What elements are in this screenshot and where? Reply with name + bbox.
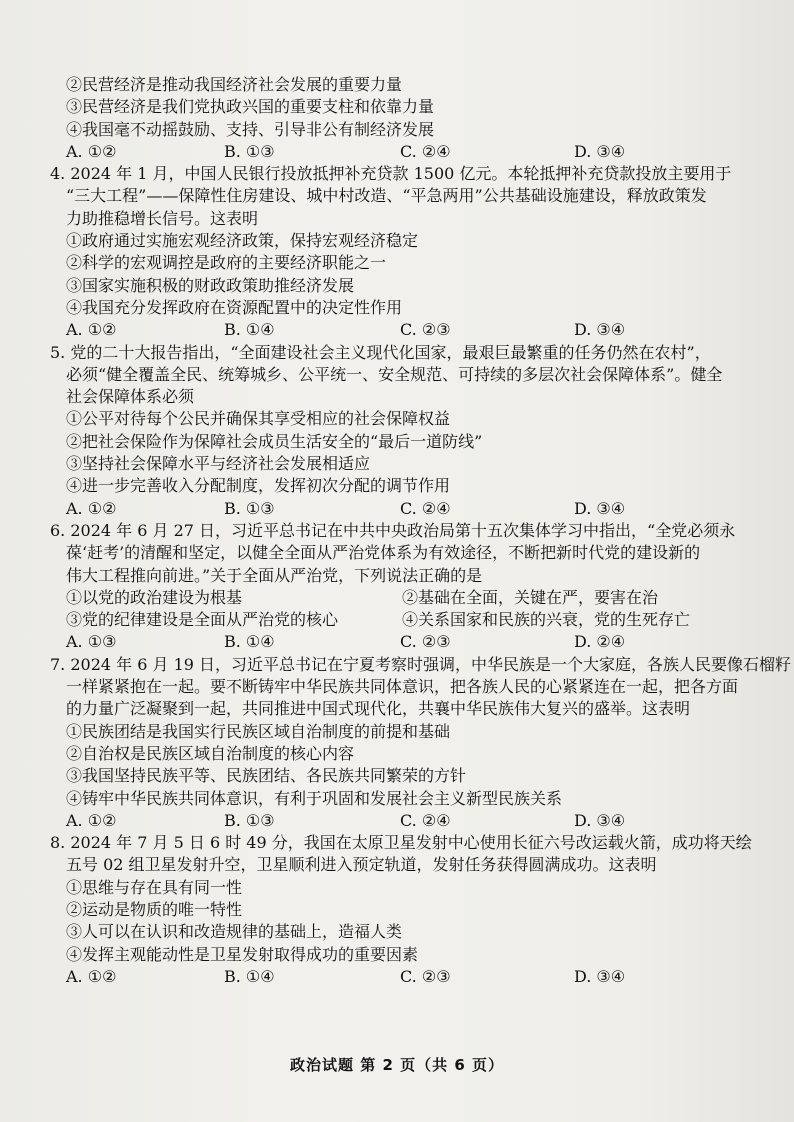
- option: ②自治权是民族区域自治制度的核心内容: [66, 743, 355, 763]
- question-stem: “三大工程”——保障性住房建设、城中村改造、“平急两用”公共基础设施建设，释放政策发: [66, 186, 707, 206]
- option: ①政府通过实施宏观经济政策，保持宏观经济稳定: [66, 231, 419, 251]
- question-8: [50, 832, 755, 988]
- answer-b: B. ①④: [224, 966, 275, 986]
- option: ①以党的政治建设为根基: [66, 587, 243, 607]
- question-stem: 7. 2024 年 6 月 19 日，习近平总书记在宁夏考察时强调，中华民族是一个大家庭，各族人民要像石榴籽: [50, 654, 792, 674]
- answer-d: D. ③④: [574, 141, 626, 161]
- answer-choices: [50, 810, 755, 832]
- answer-choices: [50, 631, 755, 653]
- option: ④我国毫不动摇鼓励、支持、引导非公有制经济发展: [66, 119, 435, 139]
- answer-c: C. ②③: [400, 320, 451, 340]
- question-stem: 力助推稳增长信号。这表明: [66, 208, 259, 228]
- answer-c: C. ②④: [400, 498, 451, 518]
- page-footer: 政治试题 第 2 页（共 6 页）: [290, 1056, 504, 1074]
- answer-b: B. ①④: [224, 632, 275, 652]
- question-stem: 4. 2024 年 1 月，中国人民银行投放抵押补充贷款 1500 亿元。本轮抵押补充贷款投放主要用于: [50, 164, 732, 184]
- option: ④铸牢中华民族共同体意识，有利于巩固和发展社会主义新型民族关系: [66, 788, 563, 808]
- answer-choices: [50, 966, 755, 988]
- answer-a: A. ①②: [66, 498, 117, 518]
- question-stem: 伟大工程推向前进。”关于全面从严治党，下列说法正确的是: [66, 565, 483, 585]
- answer-d: D. ③④: [574, 320, 626, 340]
- answer-b: B. ①③: [224, 141, 275, 161]
- option: ③国家实施积极的财政政策助推经济发展: [66, 275, 355, 295]
- question-stem: 5. 党的二十大报告指出，“全面建设社会主义现代化国家，最艰巨最繁重的任务仍然在农村”，: [50, 342, 711, 362]
- option-row: [50, 609, 755, 631]
- answer-choices: [50, 141, 755, 163]
- option: ④关系国家和民族的兴衰，党的生死存亡: [402, 610, 691, 630]
- option: ①公平对待每个公民并确保其享受相应的社会保障权益: [66, 409, 451, 429]
- answer-a: A. ①③: [66, 632, 117, 652]
- answer-d: D. ③④: [574, 498, 626, 518]
- answer-c: C. ②④: [400, 810, 451, 830]
- question-stem: 6. 2024 年 6 月 27 日，习近平总书记在中共中央政治局第十五次集体学习中指出，“全党必须永: [50, 520, 736, 540]
- answer-a: A. ①②: [66, 966, 117, 986]
- option: ②民营经济是推动我国经济社会发展的重要力量: [66, 75, 403, 94]
- question-4: [50, 163, 755, 341]
- question-stem: 一样紧紧抱在一起。要不断铸牢中华民族共同体意识，把各族人民的心紧紧连在一起，把各方面: [66, 677, 739, 697]
- answer-d: D. ③④: [574, 966, 626, 986]
- option: ①思维与存在具有同一性: [66, 877, 243, 897]
- option: ④进一步完善收入分配制度，发挥初次分配的调节作用: [66, 476, 451, 496]
- question-stem: 葆‘赶考’的清醒和坚定，以健全全面从严治党体系为有效途径，不断把新时代党的建设新的: [66, 543, 701, 563]
- answer-d: D. ②④: [574, 632, 626, 652]
- question-stem: 社会保障体系必须: [66, 387, 195, 407]
- answer-b: B. ①③: [224, 498, 275, 518]
- answer-c: C. ②④: [400, 141, 451, 161]
- option: ①民族团结是我国实行民族区域自治制度的前提和基础: [66, 721, 451, 741]
- option: ③人可以在认识和改造规律的基础上，造福人类: [66, 922, 403, 942]
- option: ②把社会保险作为保障社会成员生活安全的“最后一道防线”: [66, 431, 483, 451]
- option: ③党的纪律建设是全面从严治党的核心: [66, 610, 339, 630]
- option: ②运动是物质的唯一特性: [66, 899, 243, 919]
- option: ②科学的宏观调控是政府的主要经济职能之一: [66, 253, 387, 273]
- answer-c: C. ②③: [400, 632, 451, 652]
- answer-b: B. ①④: [224, 320, 275, 340]
- question-3-tail: [50, 74, 755, 163]
- answer-b: B. ①③: [224, 810, 275, 830]
- option-row: [50, 587, 755, 609]
- exam-content: [50, 74, 792, 988]
- question-stem: 五号 02 组卫星发射升空，卫星顺利进入预定轨道，发射任务获得圆满成功。这表明: [66, 855, 657, 875]
- answer-a: A. ①②: [66, 810, 117, 830]
- option: ③我国坚持民族平等、民族团结、各民族共同繁荣的方针: [66, 766, 467, 786]
- option: ③坚持社会保障水平与经济社会发展相适应: [66, 454, 371, 474]
- answer-choices: [50, 319, 755, 341]
- answer-choices: [50, 498, 755, 520]
- question-stem: 的力量广泛凝聚到一起，共同推进中国式现代化，共襄中华民族伟大复兴的盛举。这表明: [66, 699, 691, 719]
- answer-a: A. ①②: [66, 141, 117, 161]
- option: ④我国充分发挥政府在资源配置中的决定性作用: [66, 297, 403, 317]
- answer-a: A. ①②: [66, 320, 117, 340]
- option: ②基础在全面，关键在严，要害在治: [402, 587, 659, 607]
- question-5: [50, 342, 755, 520]
- question-6: [50, 520, 755, 654]
- option: ③民营经济是我们党执政兴国的重要支柱和依靠力量: [66, 97, 435, 117]
- answer-c: C. ②③: [400, 966, 451, 986]
- question-7: [50, 654, 792, 832]
- question-stem: 8. 2024 年 7 月 5 日 6 时 49 分，我国在太原卫星发射中心使用长征六号改运载火箭，成功将天绘: [50, 833, 752, 853]
- question-stem: 必须“健全覆盖全民、统筹城乡、公平统一、安全规范、可持续的多层次社会保障体系”。健全: [66, 364, 723, 384]
- answer-d: D. ③④: [574, 810, 626, 830]
- option: ④发挥主观能动性是卫星发射取得成功的重要因素: [66, 944, 419, 964]
